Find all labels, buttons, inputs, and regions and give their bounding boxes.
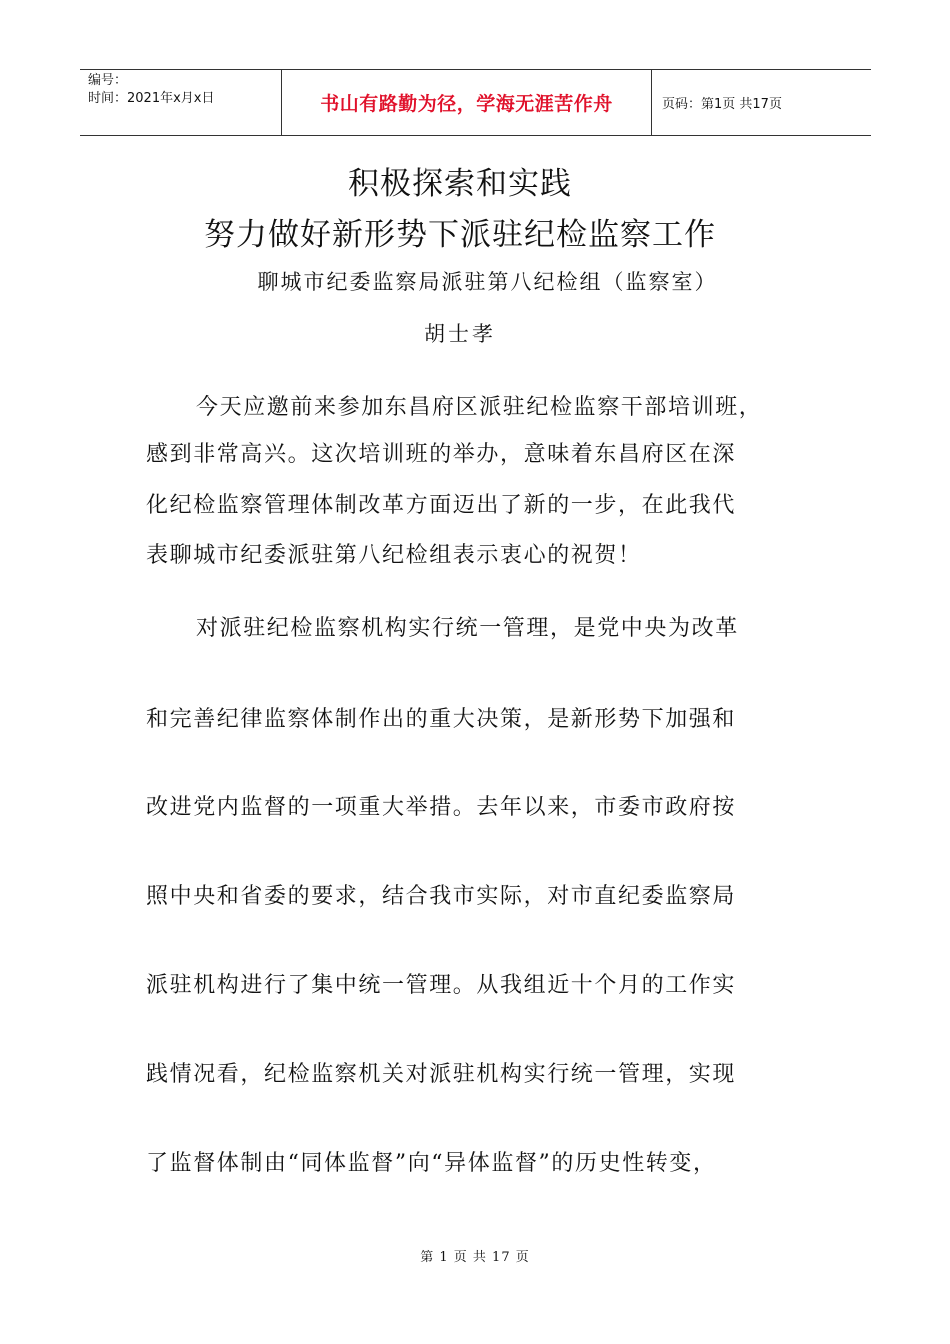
body-line: 今天应邀前来参加东昌府区派驻纪检监察干部培训班，	[196, 395, 763, 420]
body-line: 了监督体制由“同体监督”向“异体监督”的历史性转变，	[146, 1151, 717, 1176]
body-line: 对派驻纪检监察机构实行统一管理，是党中央为改革	[196, 616, 739, 641]
header-motto: 书山有路勤为径，学海无涯苦作舟	[281, 70, 652, 135]
header-page-info: 页码：第1页 共17页	[662, 97, 782, 112]
author: 胡士孝	[424, 322, 496, 346]
title-line-1: 积极探索和实践	[348, 166, 572, 202]
body-line: 感到非常高兴。这次培训班的举办，意味着东昌府区在深	[146, 442, 737, 467]
title-line-2: 努力做好新形势下派驻纪检监察工作	[204, 217, 716, 253]
header-meta	[80, 70, 281, 135]
body-line: 践情况看，纪检监察机关对派驻机构实行统一管理，实现	[146, 1062, 737, 1087]
body-line: 改进党内监督的一项重大举措。去年以来，市委市政府按	[146, 795, 737, 820]
number-label: 编号：	[88, 73, 128, 88]
body-line: 化纪检监察管理体制改革方面迈出了新的一步，在此我代	[146, 493, 737, 518]
body-line: 和完善纪律监察体制作出的重大决策，是新形势下加强和	[146, 707, 737, 732]
body-line: 派驻机构进行了集中统一管理。从我组近十个月的工作实	[146, 973, 737, 998]
page-footer: 第 1 页 共 17 页	[420, 1250, 530, 1265]
body-line: 表聊城市纪委派驻第八纪检组表示衷心的祝贺！	[146, 543, 642, 568]
document-header	[80, 69, 871, 136]
time-label: 时间：2021年x月x日	[88, 91, 215, 106]
organization: 聊城市纪委监察局派驻第八纪检组（监察室）	[257, 270, 718, 294]
body-line: 照中央和省委的要求，结合我市实际，对市直纪委监察局	[146, 884, 737, 909]
